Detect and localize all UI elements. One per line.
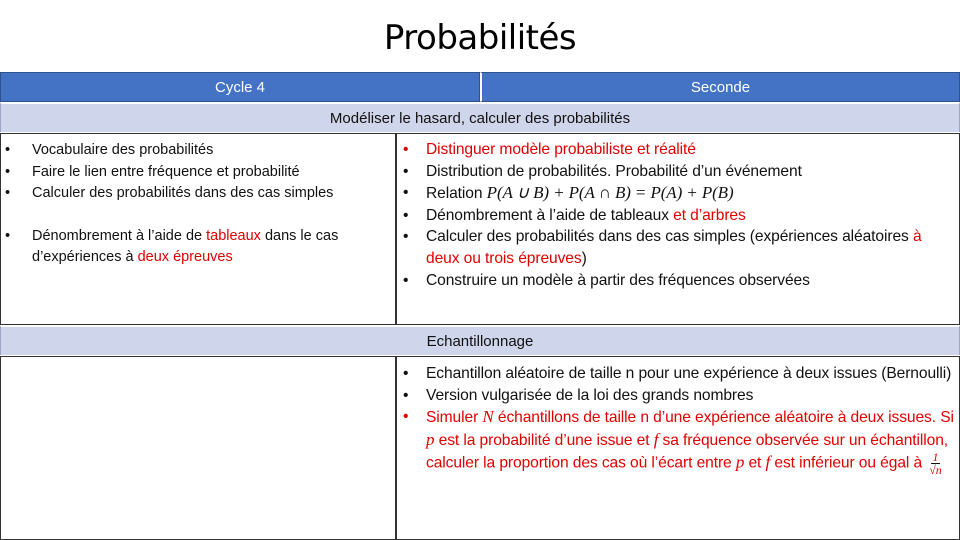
list-item xyxy=(403,139,955,161)
highlight-text: et d’arbres xyxy=(673,206,746,224)
list-item xyxy=(5,162,390,184)
list-item-text: est la probabilité d’une issue et xyxy=(434,431,654,449)
math-symbol: p xyxy=(426,429,435,449)
list-item xyxy=(403,205,955,227)
seconde-echantillonnage-list xyxy=(403,363,955,476)
bullet-icon: • xyxy=(403,408,409,426)
bullet-icon: • xyxy=(403,206,409,224)
section-band-echantillonnage: Echantillonnage xyxy=(0,325,960,355)
cycle4-list xyxy=(5,140,390,269)
highlight-text: tableaux xyxy=(206,227,261,244)
cell-seconde-probabilites xyxy=(396,133,960,325)
section-band-probabilites: Modéliser le hasard, calculer des probabilités xyxy=(0,102,960,132)
bullet-icon: • xyxy=(5,163,11,180)
list-item-text: sa fréquence observée sur un échantillon, calculer la proportion des cas où l’écart entre xyxy=(426,431,948,472)
list-item xyxy=(403,385,955,407)
seconde-list xyxy=(403,139,955,291)
list-item xyxy=(5,140,390,162)
list-item-text: Dénombrement à l’aide de tableaux xyxy=(426,206,674,224)
list-item-text: Faire le lien entre fréquence et probabilité xyxy=(32,163,300,180)
fraction-numerator: 1 xyxy=(932,450,939,465)
highlight-text: deux épreuves xyxy=(137,249,233,265)
column-header-seconde: Seconde xyxy=(480,72,960,102)
list-item xyxy=(403,270,955,292)
cell-cycle4-echantillonnage xyxy=(0,356,396,540)
list-item-text: Vocabulaire des probabilités xyxy=(32,142,214,158)
bullet-icon: • xyxy=(403,365,409,382)
page-title: Probabilités xyxy=(383,18,577,58)
list-item-text: est inférieur ou égal à xyxy=(770,455,927,472)
list-item-text: Version vulgarisée de la loi des grands nombres xyxy=(426,386,754,404)
list-item xyxy=(403,161,955,183)
list-item-text: Simuler xyxy=(426,409,483,427)
bullet-icon: • xyxy=(403,141,409,158)
list-item xyxy=(403,406,955,476)
bullet-icon: • xyxy=(403,228,409,246)
list-item-text: ) xyxy=(581,249,587,267)
list-item-text: échantillons de taille n d’une expérience aléatoire à deux issues. Si xyxy=(493,409,954,427)
list-item xyxy=(403,182,955,205)
cell-seconde-echantillonnage xyxy=(396,356,960,540)
fraction-denominator: √n xyxy=(929,463,942,478)
list-item-text: Distribution de probabilités. Probabilité d’un événement xyxy=(426,162,802,180)
list-item-text: dans le cas d’expériences à xyxy=(32,227,339,265)
list-item xyxy=(403,226,955,269)
list-item-text: et xyxy=(744,455,766,472)
list-item-text: Calculer des probabilités dans des cas simples (expériences aléatoires xyxy=(426,228,913,246)
list-item-text: Relation xyxy=(426,185,487,203)
list-item xyxy=(5,226,390,269)
bullet-icon: • xyxy=(5,185,11,201)
highlight-text: à deux ou trois épreuves xyxy=(426,228,922,267)
cell-cycle4-probabilites xyxy=(0,133,396,325)
bullet-icon: • xyxy=(403,162,409,180)
bullet-icon: • xyxy=(403,184,409,202)
list-item-text: Calculer des probabilités dans des cas simples xyxy=(32,185,334,201)
list-item xyxy=(403,363,955,385)
formula: P(A ∪ B) + P(A ∩ B) = P(A) + P(B) xyxy=(486,183,734,203)
math-symbol: f xyxy=(653,429,659,449)
list-item-text: Distinguer modèle probabiliste et réalité xyxy=(426,141,696,158)
math-symbol: p xyxy=(735,453,745,472)
fraction xyxy=(929,451,941,476)
bullet-icon: • xyxy=(5,142,11,158)
bullet-icon: • xyxy=(5,227,11,244)
list-item-text: Construire un modèle à partir des fréquences observées xyxy=(426,271,810,289)
math-symbol: N xyxy=(482,407,494,427)
math-symbol: f xyxy=(765,453,771,472)
list-item-text: Dénombrement à l’aide de xyxy=(32,227,207,244)
bullet-icon: • xyxy=(403,386,409,404)
bullet-icon: • xyxy=(403,271,409,289)
column-header-cycle4: Cycle 4 xyxy=(0,72,480,102)
list-item-text: Echantillon aléatoire de taille n pour une expérience à deux issues (Bernoulli) xyxy=(426,365,952,382)
list-item xyxy=(5,183,390,205)
